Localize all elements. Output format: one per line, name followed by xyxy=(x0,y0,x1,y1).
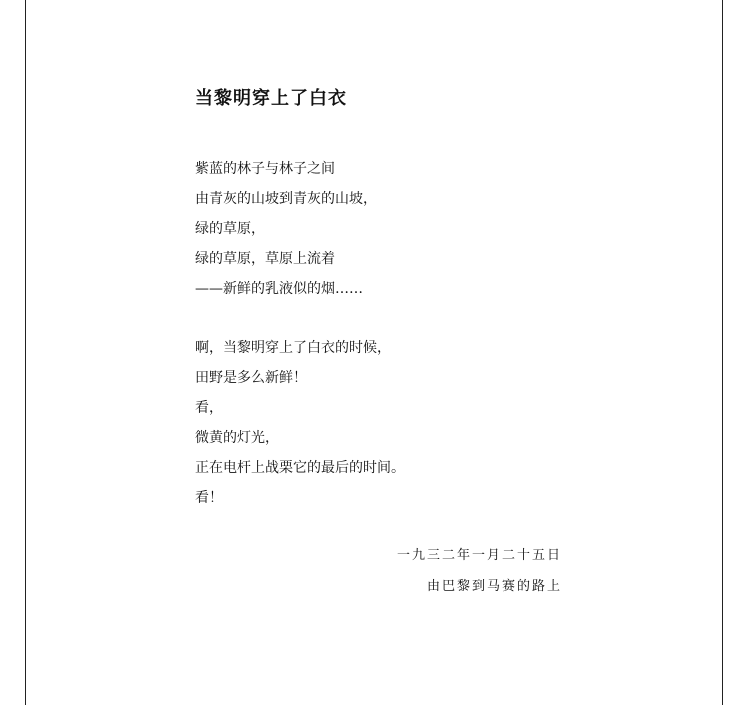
poem-line: ——新鲜的乳液似的烟…… xyxy=(195,281,363,297)
poem-line: 啊，当黎明穿上了白衣的时候， xyxy=(195,340,391,356)
poem-line: 紫蓝的林子与林子之间 xyxy=(195,161,335,177)
poem-line: 看， xyxy=(195,400,223,416)
poem-line: 微黄的灯光， xyxy=(195,430,279,446)
poem-date: 一九三二年一月二十五日 xyxy=(396,548,562,563)
poem-line: 绿的草原， xyxy=(195,221,265,237)
poem-line: 由青灰的山坡到青灰的山坡， xyxy=(195,191,377,207)
poem-line: 看！ xyxy=(195,490,223,506)
poem-place: 由巴黎到马赛的路上 xyxy=(426,579,562,594)
poem-title: 当黎明穿上了白衣 xyxy=(195,88,347,109)
stanza-2 xyxy=(195,338,405,518)
poem-line: 田野是多么新鲜！ xyxy=(195,370,307,386)
stanza-1 xyxy=(195,159,377,309)
poem-line: 绿的草原，草原上流着 xyxy=(195,251,335,267)
poem-line: 正在电杆上战栗它的最后的时间。 xyxy=(195,460,405,476)
